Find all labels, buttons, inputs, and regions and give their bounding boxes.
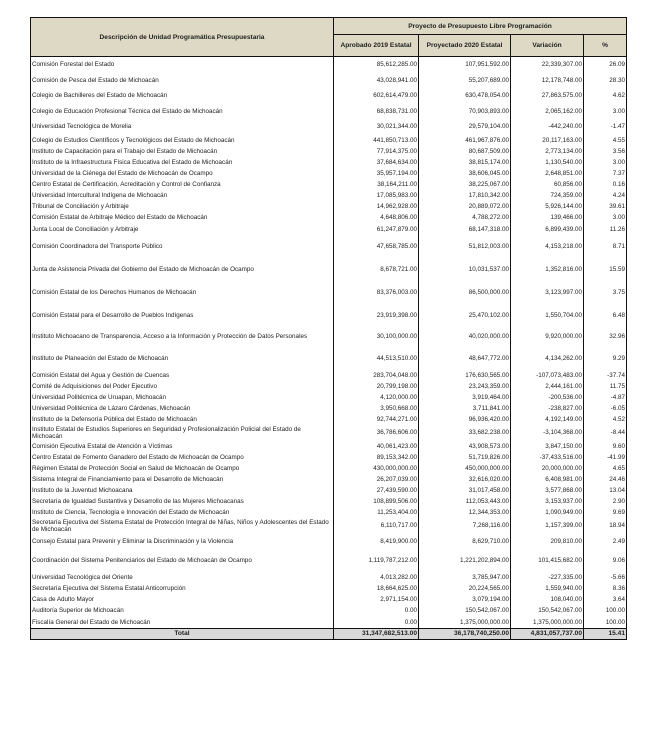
table-row: [31, 190, 627, 201]
row-percent: 4.65: [584, 463, 627, 474]
row-proyectado: 38,815,174.00: [419, 157, 511, 168]
row-proyectado: 1,221,202,894.00: [419, 549, 511, 572]
row-variacion: 27,863,575.00: [511, 88, 584, 104]
row-variacion: 6,408,981.00: [511, 474, 584, 485]
row-proyectado: 630,478,054.00: [419, 88, 511, 104]
row-description: Universidad de la Ciénega del Estado de Michoacán de Ocampo: [31, 168, 334, 179]
row-percent: 4.52: [584, 414, 627, 425]
row-variacion: 1,352,816.00: [511, 258, 584, 281]
row-percent: 9.69: [584, 507, 627, 518]
row-aprobado: 20,799,198.00: [334, 381, 419, 392]
row-aprobado: 85,612,285.00: [334, 57, 419, 73]
row-percent: 2.49: [584, 534, 627, 550]
row-description: Centro Estatal de Certificación, Acreditación y Control de Confianza: [31, 179, 334, 190]
row-percent: 18.94: [584, 518, 627, 533]
row-description: Universidad Tecnológica de Morelia: [31, 119, 334, 135]
row-percent: 4.24: [584, 190, 627, 201]
row-aprobado: 3,950,668.00: [334, 403, 419, 414]
row-aprobado: 61,247,879.00: [334, 224, 419, 235]
row-description: Centro Estatal de Fomento Ganadero del Estado de Michoacán de Ocampo: [31, 452, 334, 463]
row-aprobado: 30,021,344.00: [334, 119, 419, 135]
row-description: Universidad Tecnológica del Oriente: [31, 572, 334, 583]
row-description: Coordinación del Sistema Penitenciarios del Estado de Michoacán de Ocampo: [31, 549, 334, 572]
table-row: [31, 507, 627, 518]
row-variacion: 1,090,949.00: [511, 507, 584, 518]
row-variacion: 3,577,868.00: [511, 485, 584, 496]
row-variacion: -227,335.00: [511, 572, 584, 583]
table-row: [31, 534, 627, 550]
row-description: Tribunal de Conciliación y Arbitraje: [31, 202, 334, 213]
row-aprobado: 36,786,606.00: [334, 425, 419, 440]
table-row: [31, 452, 627, 463]
table-row: [31, 518, 627, 533]
row-aprobado: 430,000,000.00: [334, 463, 419, 474]
row-description: Instituto de la Defensoría Pública del Estado de Michoacán: [31, 414, 334, 425]
row-percent: 100.00: [584, 606, 627, 617]
row-percent: 9.06: [584, 549, 627, 572]
row-percent: 13.04: [584, 485, 627, 496]
table-row: [31, 304, 627, 327]
row-proyectado: 32,616,020.00: [419, 474, 511, 485]
row-description: Consejo Estatal para Prevenir y Eliminar la Discriminación y la Violencia: [31, 534, 334, 550]
row-description: Universidad Politécnica de Uruapan, Michoacán: [31, 392, 334, 403]
table-row: [31, 425, 627, 440]
row-percent: 7.37: [584, 168, 627, 179]
header-group: Proyecto de Presupuesto Libre Programación: [334, 18, 627, 35]
row-aprobado: 4,013,282.00: [334, 572, 419, 583]
row-description: Auditoría Superior de Michoacán: [31, 606, 334, 617]
row-proyectado: 150,542,067.00: [419, 606, 511, 617]
row-variacion: 724,359.00: [511, 190, 584, 201]
row-proyectado: 17,810,342.00: [419, 190, 511, 201]
table-row: [31, 146, 627, 157]
row-aprobado: 47,658,785.00: [334, 235, 419, 258]
table-row: [31, 168, 627, 179]
row-proyectado: 20,224,565.00: [419, 583, 511, 594]
row-proyectado: 4,788,272.00: [419, 213, 511, 224]
table-row: [31, 224, 627, 235]
row-proyectado: 112,053,443.00: [419, 496, 511, 507]
table-row: [31, 617, 627, 629]
row-aprobado: 108,899,506.00: [334, 496, 419, 507]
row-description: Comisión Estatal del Agua y Gestión de Cuencas: [31, 370, 334, 381]
row-description: Comisión de Pesca del Estado de Michoacán: [31, 73, 334, 89]
table-body: [31, 57, 627, 629]
table-row: [31, 327, 627, 347]
table-row: [31, 258, 627, 281]
row-proyectado: 25,470,102.00: [419, 304, 511, 327]
table-row: [31, 73, 627, 89]
row-description: Comisión Ejecutiva Estatal de Atención a Víctimas: [31, 441, 334, 452]
row-description: Colegio de Bachilleres del Estado de Michoacán: [31, 88, 334, 104]
row-description: Sistema Integral de Financiamiento para el Desarrollo de Michoacán: [31, 474, 334, 485]
row-variacion: 2,648,851.00: [511, 168, 584, 179]
row-variacion: 2,444,161.00: [511, 381, 584, 392]
row-aprobado: 0.00: [334, 606, 419, 617]
row-variacion: 4,153,218.00: [511, 235, 584, 258]
row-description: Junta Local de Conciliación y Arbitraje: [31, 224, 334, 235]
total-aprobado: 31,347,682,513.00: [334, 628, 419, 639]
row-percent: 9.29: [584, 347, 627, 370]
row-variacion: 60,856.00: [511, 179, 584, 190]
row-aprobado: 18,664,625.00: [334, 583, 419, 594]
table-row: [31, 595, 627, 606]
row-aprobado: 283,704,048.00: [334, 370, 419, 381]
table-row: [31, 403, 627, 414]
table-row: [31, 549, 627, 572]
table-row: [31, 583, 627, 594]
row-proyectado: 1,375,000,000.00: [419, 617, 511, 629]
row-proyectado: 38,225,067.00: [419, 179, 511, 190]
row-variacion: 20,000,000.00: [511, 463, 584, 474]
budget-table: [30, 17, 627, 640]
row-variacion: 3,153,937.00: [511, 496, 584, 507]
row-description: Universidad Intercultural Indígena de Michoacán: [31, 190, 334, 201]
table-row: [31, 119, 627, 135]
row-aprobado: 38,164,211.00: [334, 179, 419, 190]
row-aprobado: 83,376,003.00: [334, 281, 419, 304]
row-percent: 32.96: [584, 327, 627, 347]
row-percent: 11.26: [584, 224, 627, 235]
table-row: [31, 370, 627, 381]
row-description: Régimen Estatal de Protección Social en Salud de Michoacán de Ocampo: [31, 463, 334, 474]
header-percent: %: [584, 35, 627, 57]
row-proyectado: 43,908,573.00: [419, 441, 511, 452]
table-row: [31, 496, 627, 507]
row-variacion: 2,065,162.00: [511, 104, 584, 120]
row-description: Instituto de Capacitación para el Trabajo del Estado de Michoacán: [31, 146, 334, 157]
total-proyectado: 36,178,740,250.00: [419, 628, 511, 639]
row-aprobado: 0.00: [334, 617, 419, 629]
row-description: Instituto de la Juventud Michoacana: [31, 485, 334, 496]
row-proyectado: 40,020,000.00: [419, 327, 511, 347]
row-variacion: 209,810.00: [511, 534, 584, 550]
row-description: Colegio de Educación Profesional Técnica del Estado de Michoacán: [31, 104, 334, 120]
row-variacion: 12,178,748.00: [511, 73, 584, 89]
header-aprobado: Aprobado 2019 Estatal: [334, 35, 419, 57]
row-proyectado: 29,579,104.00: [419, 119, 511, 135]
row-variacion: -442,240.00: [511, 119, 584, 135]
header-proyectado: Proyectado 2020 Estatal: [419, 35, 511, 57]
row-percent: -8.44: [584, 425, 627, 440]
row-description: Comisión Forestal del Estado: [31, 57, 334, 73]
table-row: [31, 606, 627, 617]
row-variacion: 1,157,399.00: [511, 518, 584, 533]
row-description: Comisión Estatal de Arbitraje Médico del Estado de Michoacán: [31, 213, 334, 224]
row-percent: 8.36: [584, 583, 627, 594]
row-variacion: 139,466.00: [511, 213, 584, 224]
row-percent: -6.05: [584, 403, 627, 414]
row-variacion: 4,134,262.00: [511, 347, 584, 370]
row-percent: 3.64: [584, 595, 627, 606]
row-variacion: 20,117,163.00: [511, 135, 584, 146]
row-variacion: 4,192,149.00: [511, 414, 584, 425]
row-description: Secretaría Ejecutiva del Sistema Estatal de Protección Integral de Niñas, Niños y Adolescentes del Estado de Michoacán: [31, 518, 334, 533]
table-row: [31, 414, 627, 425]
row-description: Secretaría Ejecutiva del Sistema Estatal Anticorrupción: [31, 583, 334, 594]
row-aprobado: 11,253,404.00: [334, 507, 419, 518]
row-variacion: 5,926,144.00: [511, 202, 584, 213]
row-variacion: 2,773,134.00: [511, 146, 584, 157]
table-row: [31, 213, 627, 224]
table-row: [31, 441, 627, 452]
row-proyectado: 20,889,072.00: [419, 202, 511, 213]
row-proyectado: 96,936,420.00: [419, 414, 511, 425]
row-percent: 3.00: [584, 213, 627, 224]
table-row: [31, 88, 627, 104]
row-proyectado: 450,000,000.00: [419, 463, 511, 474]
row-percent: 3.00: [584, 104, 627, 120]
row-aprobado: 30,100,000.00: [334, 327, 419, 347]
row-proyectado: 23,243,359.00: [419, 381, 511, 392]
row-variacion: 1,130,540.00: [511, 157, 584, 168]
table-row: [31, 135, 627, 146]
row-aprobado: 92,744,271.00: [334, 414, 419, 425]
row-proyectado: 68,147,318.00: [419, 224, 511, 235]
row-percent: 4.55: [584, 135, 627, 146]
total-variacion: 4,831,057,737.00: [511, 628, 584, 639]
row-variacion: -37,433,516.00: [511, 452, 584, 463]
row-proyectado: 55,207,689.00: [419, 73, 511, 89]
row-percent: 24.46: [584, 474, 627, 485]
total-percent: 15.41: [584, 628, 627, 639]
row-percent: 26.09: [584, 57, 627, 73]
row-proyectado: 51,812,003.00: [419, 235, 511, 258]
row-aprobado: 44,513,510.00: [334, 347, 419, 370]
row-percent: -37.74: [584, 370, 627, 381]
row-proyectado: 12,344,353.00: [419, 507, 511, 518]
row-percent: 3.75: [584, 281, 627, 304]
row-description: Comisión Estatal para el Desarrollo de Pueblos Indígenas: [31, 304, 334, 327]
row-aprobado: 68,838,731.00: [334, 104, 419, 120]
header-description: Descripción de Unidad Programática Presupuestaria: [31, 18, 334, 57]
row-description: Colegio de Estudios Científicos y Tecnológicos del Estado de Michoacán: [31, 135, 334, 146]
row-percent: 9.60: [584, 441, 627, 452]
table-row: [31, 57, 627, 73]
row-variacion: 3,123,997.00: [511, 281, 584, 304]
table-row: [31, 281, 627, 304]
row-percent: 0.16: [584, 179, 627, 190]
row-proyectado: 48,647,772.00: [419, 347, 511, 370]
row-variacion: -200,536.00: [511, 392, 584, 403]
row-variacion: -238,827.00: [511, 403, 584, 414]
row-variacion: 1,559,940.00: [511, 583, 584, 594]
row-variacion: 1,375,000,000.00: [511, 617, 584, 629]
row-aprobado: 4,648,806.00: [334, 213, 419, 224]
row-description: Universidad Politécnica de Lázaro Cárdenas, Michoacán: [31, 403, 334, 414]
row-aprobado: 17,085,983.00: [334, 190, 419, 201]
table-row: [31, 485, 627, 496]
row-aprobado: 40,061,423.00: [334, 441, 419, 452]
row-aprobado: 43,028,941.00: [334, 73, 419, 89]
table-row: [31, 347, 627, 370]
total-row: [31, 628, 627, 639]
row-description: Instituto de la Infraestructura Física Educativa del Estado de Michoacán: [31, 157, 334, 168]
row-proyectado: 80,687,509.00: [419, 146, 511, 157]
row-aprobado: 2,971,154.00: [334, 595, 419, 606]
table-row: [31, 104, 627, 120]
row-percent: 100.00: [584, 617, 627, 629]
row-aprobado: 23,919,398.00: [334, 304, 419, 327]
row-description: Comité de Adquisiciones del Poder Ejecutivo: [31, 381, 334, 392]
row-variacion: -107,073,483.00: [511, 370, 584, 381]
row-aprobado: 89,153,342.00: [334, 452, 419, 463]
row-variacion: 108,040.00: [511, 595, 584, 606]
table-row: [31, 157, 627, 168]
row-percent: 6.48: [584, 304, 627, 327]
table-row: [31, 381, 627, 392]
row-percent: 4.62: [584, 88, 627, 104]
row-description: Junta de Asistencia Privada del Gobierno del Estado de Michoacán de Ocampo: [31, 258, 334, 281]
row-percent: 11.75: [584, 381, 627, 392]
row-aprobado: 14,962,928.00: [334, 202, 419, 213]
row-aprobado: 6,110,717.00: [334, 518, 419, 533]
row-description: Instituto de Ciencia, Tecnología e Innovación del Estado de Michoacán: [31, 507, 334, 518]
row-percent: 8.71: [584, 235, 627, 258]
row-aprobado: 27,439,590.00: [334, 485, 419, 496]
row-aprobado: 35,957,194.00: [334, 168, 419, 179]
row-aprobado: 4,120,000.00: [334, 392, 419, 403]
row-variacion: 150,542,067.00: [511, 606, 584, 617]
table-row: [31, 179, 627, 190]
row-proyectado: 7,268,116.00: [419, 518, 511, 533]
row-proyectado: 3,785,947.00: [419, 572, 511, 583]
row-variacion: -3,104,368.00: [511, 425, 584, 440]
table-row: [31, 463, 627, 474]
row-proyectado: 461,967,876.00: [419, 135, 511, 146]
row-proyectado: 38,606,045.00: [419, 168, 511, 179]
row-description: Comisión Estatal de los Derechos Humanos de Michoacán: [31, 281, 334, 304]
row-variacion: 9,920,000.00: [511, 327, 584, 347]
row-aprobado: 77,914,375.00: [334, 146, 419, 157]
row-description: Instituto de Planeación del Estado de Michoacán: [31, 347, 334, 370]
header-variacion: Variación: [511, 35, 584, 57]
row-proyectado: 3,079,194.00: [419, 595, 511, 606]
total-label: Total: [31, 628, 334, 639]
row-description: Instituto Michoacano de Transparencia, Acceso a la Información y Protección de Datos Personales: [31, 327, 334, 347]
row-percent: 3.56: [584, 146, 627, 157]
row-proyectado: 31,017,458.00: [419, 485, 511, 496]
table-row: [31, 392, 627, 403]
row-description: Comisión Coordinadora del Transporte Público: [31, 235, 334, 258]
row-variacion: 101,415,682.00: [511, 549, 584, 572]
row-proyectado: 107,951,592.00: [419, 57, 511, 73]
row-proyectado: 51,719,826.00: [419, 452, 511, 463]
row-description: Secretaría de Igualdad Sustantiva y Desarrollo de las Mujeres Michoacanas: [31, 496, 334, 507]
row-percent: 2.90: [584, 496, 627, 507]
row-aprobado: 8,678,721.00: [334, 258, 419, 281]
row-proyectado: 10,031,537.00: [419, 258, 511, 281]
table-row: [31, 474, 627, 485]
row-proyectado: 176,630,565.00: [419, 370, 511, 381]
row-aprobado: 8,419,900.00: [334, 534, 419, 550]
row-proyectado: 8,629,710.00: [419, 534, 511, 550]
row-variacion: 22,339,307.00: [511, 57, 584, 73]
row-aprobado: 1,119,787,212.00: [334, 549, 419, 572]
row-aprobado: 441,850,713.00: [334, 135, 419, 146]
row-percent: 39.61: [584, 202, 627, 213]
row-percent: -4.87: [584, 392, 627, 403]
row-percent: -41.99: [584, 452, 627, 463]
row-percent: 28.30: [584, 73, 627, 89]
row-proyectado: 70,903,893.00: [419, 104, 511, 120]
row-percent: -5.66: [584, 572, 627, 583]
row-proyectado: 33,682,238.00: [419, 425, 511, 440]
table-row: [31, 235, 627, 258]
row-aprobado: 26,207,039.00: [334, 474, 419, 485]
row-percent: -1.47: [584, 119, 627, 135]
row-proyectado: 3,919,464.00: [419, 392, 511, 403]
table-row: [31, 572, 627, 583]
row-aprobado: 602,614,479.00: [334, 88, 419, 104]
row-description: Fiscalía General del Estado de Michoacán: [31, 617, 334, 629]
row-aprobado: 37,684,634.00: [334, 157, 419, 168]
row-percent: 15.59: [584, 258, 627, 281]
row-proyectado: 86,500,000.00: [419, 281, 511, 304]
row-variacion: 1,550,704.00: [511, 304, 584, 327]
row-proyectado: 3,711,841.00: [419, 403, 511, 414]
table-row: [31, 202, 627, 213]
row-percent: 3.00: [584, 157, 627, 168]
row-variacion: 3,847,150.00: [511, 441, 584, 452]
row-description: Casa de Adulto Mayor: [31, 595, 334, 606]
row-description: Instituto Estatal de Estudios Superiores en Seguridad y Profesionalización Policial del Estado de Michoacán: [31, 425, 334, 440]
row-variacion: 6,899,439.00: [511, 224, 584, 235]
